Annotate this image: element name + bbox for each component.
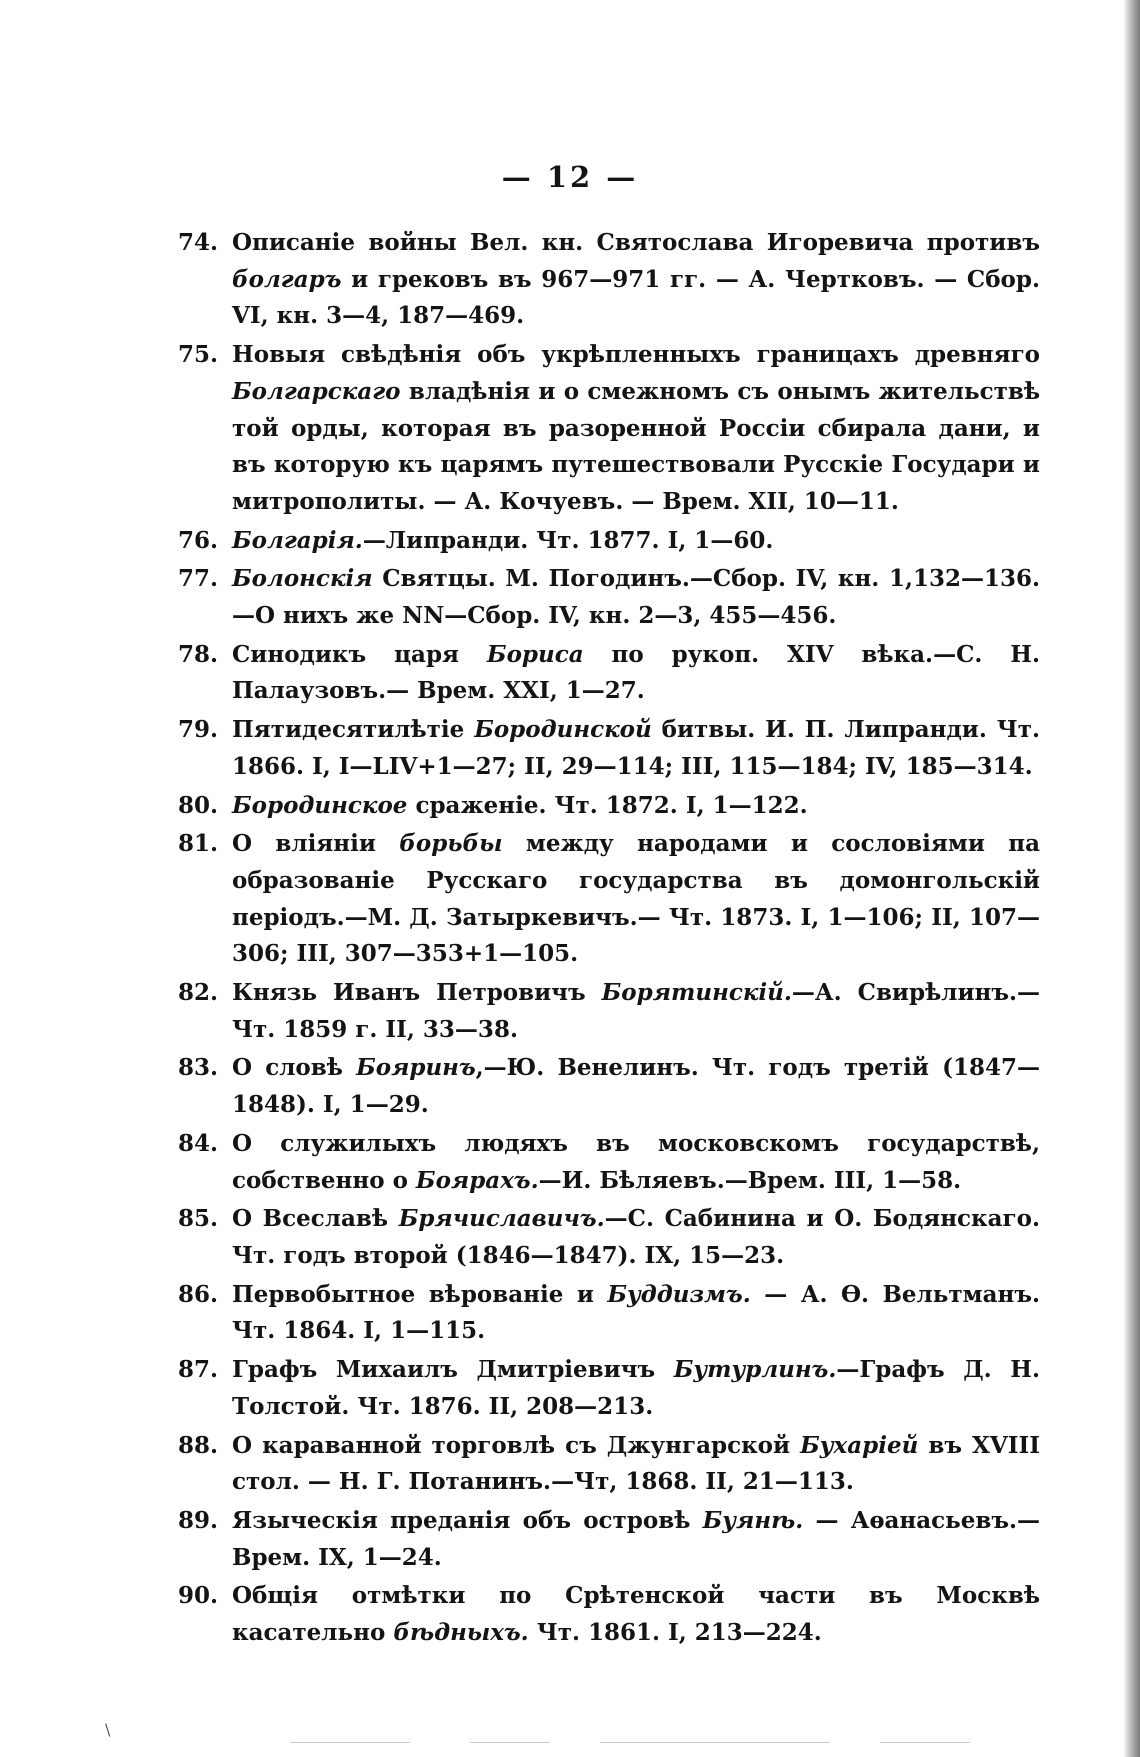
bibliography-entry [178, 788, 1040, 825]
entry-text-run: —С. Сабинина и О. Бодянскаго. Чт. годъ второй (1846—1847). IX, 15—23. [232, 1205, 1040, 1269]
entry-text-run: — А. Ѳ. Вельтманъ. Чт. 1864. I, 1—115. [232, 1280, 1040, 1345]
entry-text-run: Описаніе войны Вел. кн. Святослава Игоревича противъ [232, 229, 1040, 256]
entry-text-run: и грековъ въ 967—971 гг. — А. Чертковъ. — Сбор. VI, кн. 3—4, 187—469. [232, 265, 1040, 330]
entry-text [232, 979, 1040, 1043]
bibliography-entry [178, 225, 1040, 335]
entry-text-run: —Липранди. Чт. 1877. I, 1—60. [362, 526, 774, 554]
entry-text [232, 1507, 1040, 1571]
entry-number: 78. [178, 640, 219, 668]
entry-italic-title: Боярахъ. [415, 1166, 539, 1194]
entry-number: 77. [178, 565, 219, 593]
entry-italic-title: Бухаріей [800, 1431, 919, 1459]
entry-text [232, 1432, 1040, 1496]
bibliography-list [178, 225, 1040, 1654]
footer-rule [290, 1742, 410, 1743]
bibliography-entry [178, 1126, 1040, 1199]
entry-text [232, 1582, 1040, 1646]
entry-text-run: Общія отмѣтки по Срѣтенской части въ Москвѣ касательно [232, 1582, 1040, 1647]
entry-text [232, 830, 1040, 967]
entry-text [232, 792, 808, 819]
entry-text-run: Святцы. М. Погодинъ.—Сбор. IV, кн. 1,132—136.—О нихъ же NN—Сбор. IV, кн. 2—3, 455—456. [232, 565, 1040, 630]
entry-text-run: Графъ Михаилъ Дмитріевичъ [232, 1356, 674, 1384]
entry-text-run: О словѣ [232, 1054, 357, 1082]
scan-edge-shadow [1124, 0, 1140, 1757]
entry-italic-title: бѣдныхъ. [393, 1619, 529, 1647]
entry-text [232, 641, 1040, 705]
entry-text-run: О караванной торговлѣ съ Джунгарской [232, 1431, 801, 1459]
entry-text-run: Пятидесятилѣтіе [232, 716, 475, 744]
entry-italic-title: Бутурлинъ. [673, 1356, 837, 1384]
entry-text [232, 527, 773, 554]
entry-text-run: въ XVIII стол. — Н. Г. Потанинъ.—Чт, 1868. II, 21—113. [232, 1431, 1040, 1496]
entry-text [232, 1205, 1040, 1269]
entry-italic-title: борьбы [399, 830, 503, 858]
entry-text-run: —И. Бѣляевъ.—Врем. III, 1—58. [538, 1166, 962, 1194]
bibliography-entry [178, 1503, 1040, 1576]
entry-number: 88. [178, 1431, 219, 1459]
entry-text-run: Чт. 1861. I, 213—224. [528, 1619, 822, 1647]
entry-text-run: битвы. И. П. Липранди. Чт. 1866. I, I—LIV+1—27; II, 29—114; III, 115—184; IV, 185—314. [232, 716, 1040, 780]
bibliography-entry [178, 1201, 1040, 1274]
page-number: — 12 — [501, 160, 639, 194]
entry-italic-title: Болонскія [232, 565, 373, 593]
entry-text-run: Князь Иванъ Петровичъ [232, 979, 602, 1007]
entry-number: 81. [178, 830, 219, 858]
bibliography-entry [178, 1428, 1040, 1501]
entry-italic-title: болгаръ [232, 265, 342, 293]
entry-number: 89. [178, 1506, 219, 1534]
entry-text [232, 1356, 1040, 1420]
entry-text-run: Первобытное вѣрованіе и [232, 1280, 608, 1308]
bibliography-entry [178, 1050, 1040, 1123]
bibliography-entry [178, 637, 1040, 710]
entry-italic-title: Бояринъ [356, 1054, 476, 1082]
entry-text-run: Новыя свѣдѣнія объ укрѣпленныхъ границахъ древняго [232, 341, 1040, 369]
bibliography-entry [178, 975, 1040, 1048]
entry-text-run: Синодикъ царя [232, 640, 487, 668]
footer-rule [600, 1742, 830, 1743]
entry-number: 90. [178, 1582, 219, 1610]
entry-number: 84. [178, 1129, 219, 1157]
entry-text-run: сраженіе. Чт. 1872. I, 1—122. [407, 791, 808, 819]
bibliography-entry [178, 523, 1040, 560]
entry-text-run: Языческія преданія объ островѣ [232, 1506, 703, 1534]
bibliography-entry [178, 1352, 1040, 1425]
entry-italic-title: Брячиславичъ. [398, 1205, 605, 1233]
bibliography-entry [178, 826, 1040, 973]
entry-number: 82. [178, 979, 219, 1007]
entry-text-run: —А. Свирѣлинъ.—Чт. 1859 г. II, 33—38. [232, 979, 1040, 1043]
bibliography-entry [178, 712, 1040, 785]
bibliography-entry [178, 1578, 1040, 1651]
entry-text [232, 565, 1040, 629]
entry-text-run: по рукоп. XIV вѣка.—С. Н. Палаузовъ.— Врем. XXI, 1—27. [232, 640, 1040, 705]
entry-italic-title: Бородинское [232, 791, 408, 819]
entry-text-run: —Графъ Д. Н. Толстой. Чт. 1876. II, 208—213. [232, 1356, 1040, 1420]
entry-number: 86. [178, 1280, 219, 1308]
entry-number: 80. [178, 791, 219, 819]
entry-text [232, 1281, 1040, 1345]
entry-italic-title: Борятинскій. [601, 979, 792, 1007]
footer-rule [470, 1742, 550, 1743]
bibliography-entry [178, 337, 1040, 521]
entry-text-run: ,—Ю. Венелинъ. Чт. годъ третій (1847—1848). I, 1—29. [232, 1054, 1040, 1119]
entry-text-run: О Всеславѣ [232, 1205, 399, 1233]
entry-number: 85. [178, 1205, 219, 1233]
entry-text [232, 341, 1040, 515]
entry-italic-title: Болгарія. [232, 526, 363, 554]
entry-number: 76. [178, 526, 219, 554]
footer-rule [880, 1742, 970, 1743]
entry-number: 75. [178, 341, 219, 369]
entry-text-run: — Аѳанасьевъ.—Врем. IX, 1—24. [232, 1506, 1040, 1571]
entry-italic-title: Бориса [486, 640, 584, 668]
entry-text [232, 716, 1040, 780]
entry-text [232, 1130, 1040, 1194]
entry-text-run: владѣнія и о смежномъ съ онымъ жительствѣ той орды, которая въ разоренной Россіи сбирала дани, и въ которую къ царямъ путешествовали Русскіе Государи и митрополиты. — А. Кочуевъ. — Врем. XII, 10—11. [232, 377, 1040, 515]
stray-mark: \ [105, 1720, 111, 1739]
entry-text-run: О вліяніи [232, 830, 400, 858]
entry-italic-title: Буянѣ. [702, 1506, 804, 1534]
entry-number: 79. [178, 716, 219, 744]
entry-text-run: О служилыхъ людяхъ въ московскомъ государствѣ, собственно о [232, 1129, 1040, 1194]
entry-text [232, 229, 1040, 329]
bibliography-entry [178, 1277, 1040, 1350]
entry-number: 83. [178, 1054, 219, 1082]
bibliography-entry [178, 561, 1040, 634]
entry-text-run: между народами и сословіями па образованіе Русскаго государства въ домонгольскій періодъ.—М. Д. Затыркевичъ.— Чт. 1873. I, 1—106; II, 107—306; III, 307—353+1—105. [232, 830, 1040, 968]
entry-italic-title: Болгарскаго [232, 377, 401, 405]
entry-number: 87. [178, 1356, 219, 1384]
entry-italic-title: Бородинской [474, 716, 652, 744]
entry-italic-title: Буддизмъ. [607, 1280, 751, 1308]
entry-text [232, 1054, 1040, 1118]
entry-number: 74. [178, 229, 219, 256]
